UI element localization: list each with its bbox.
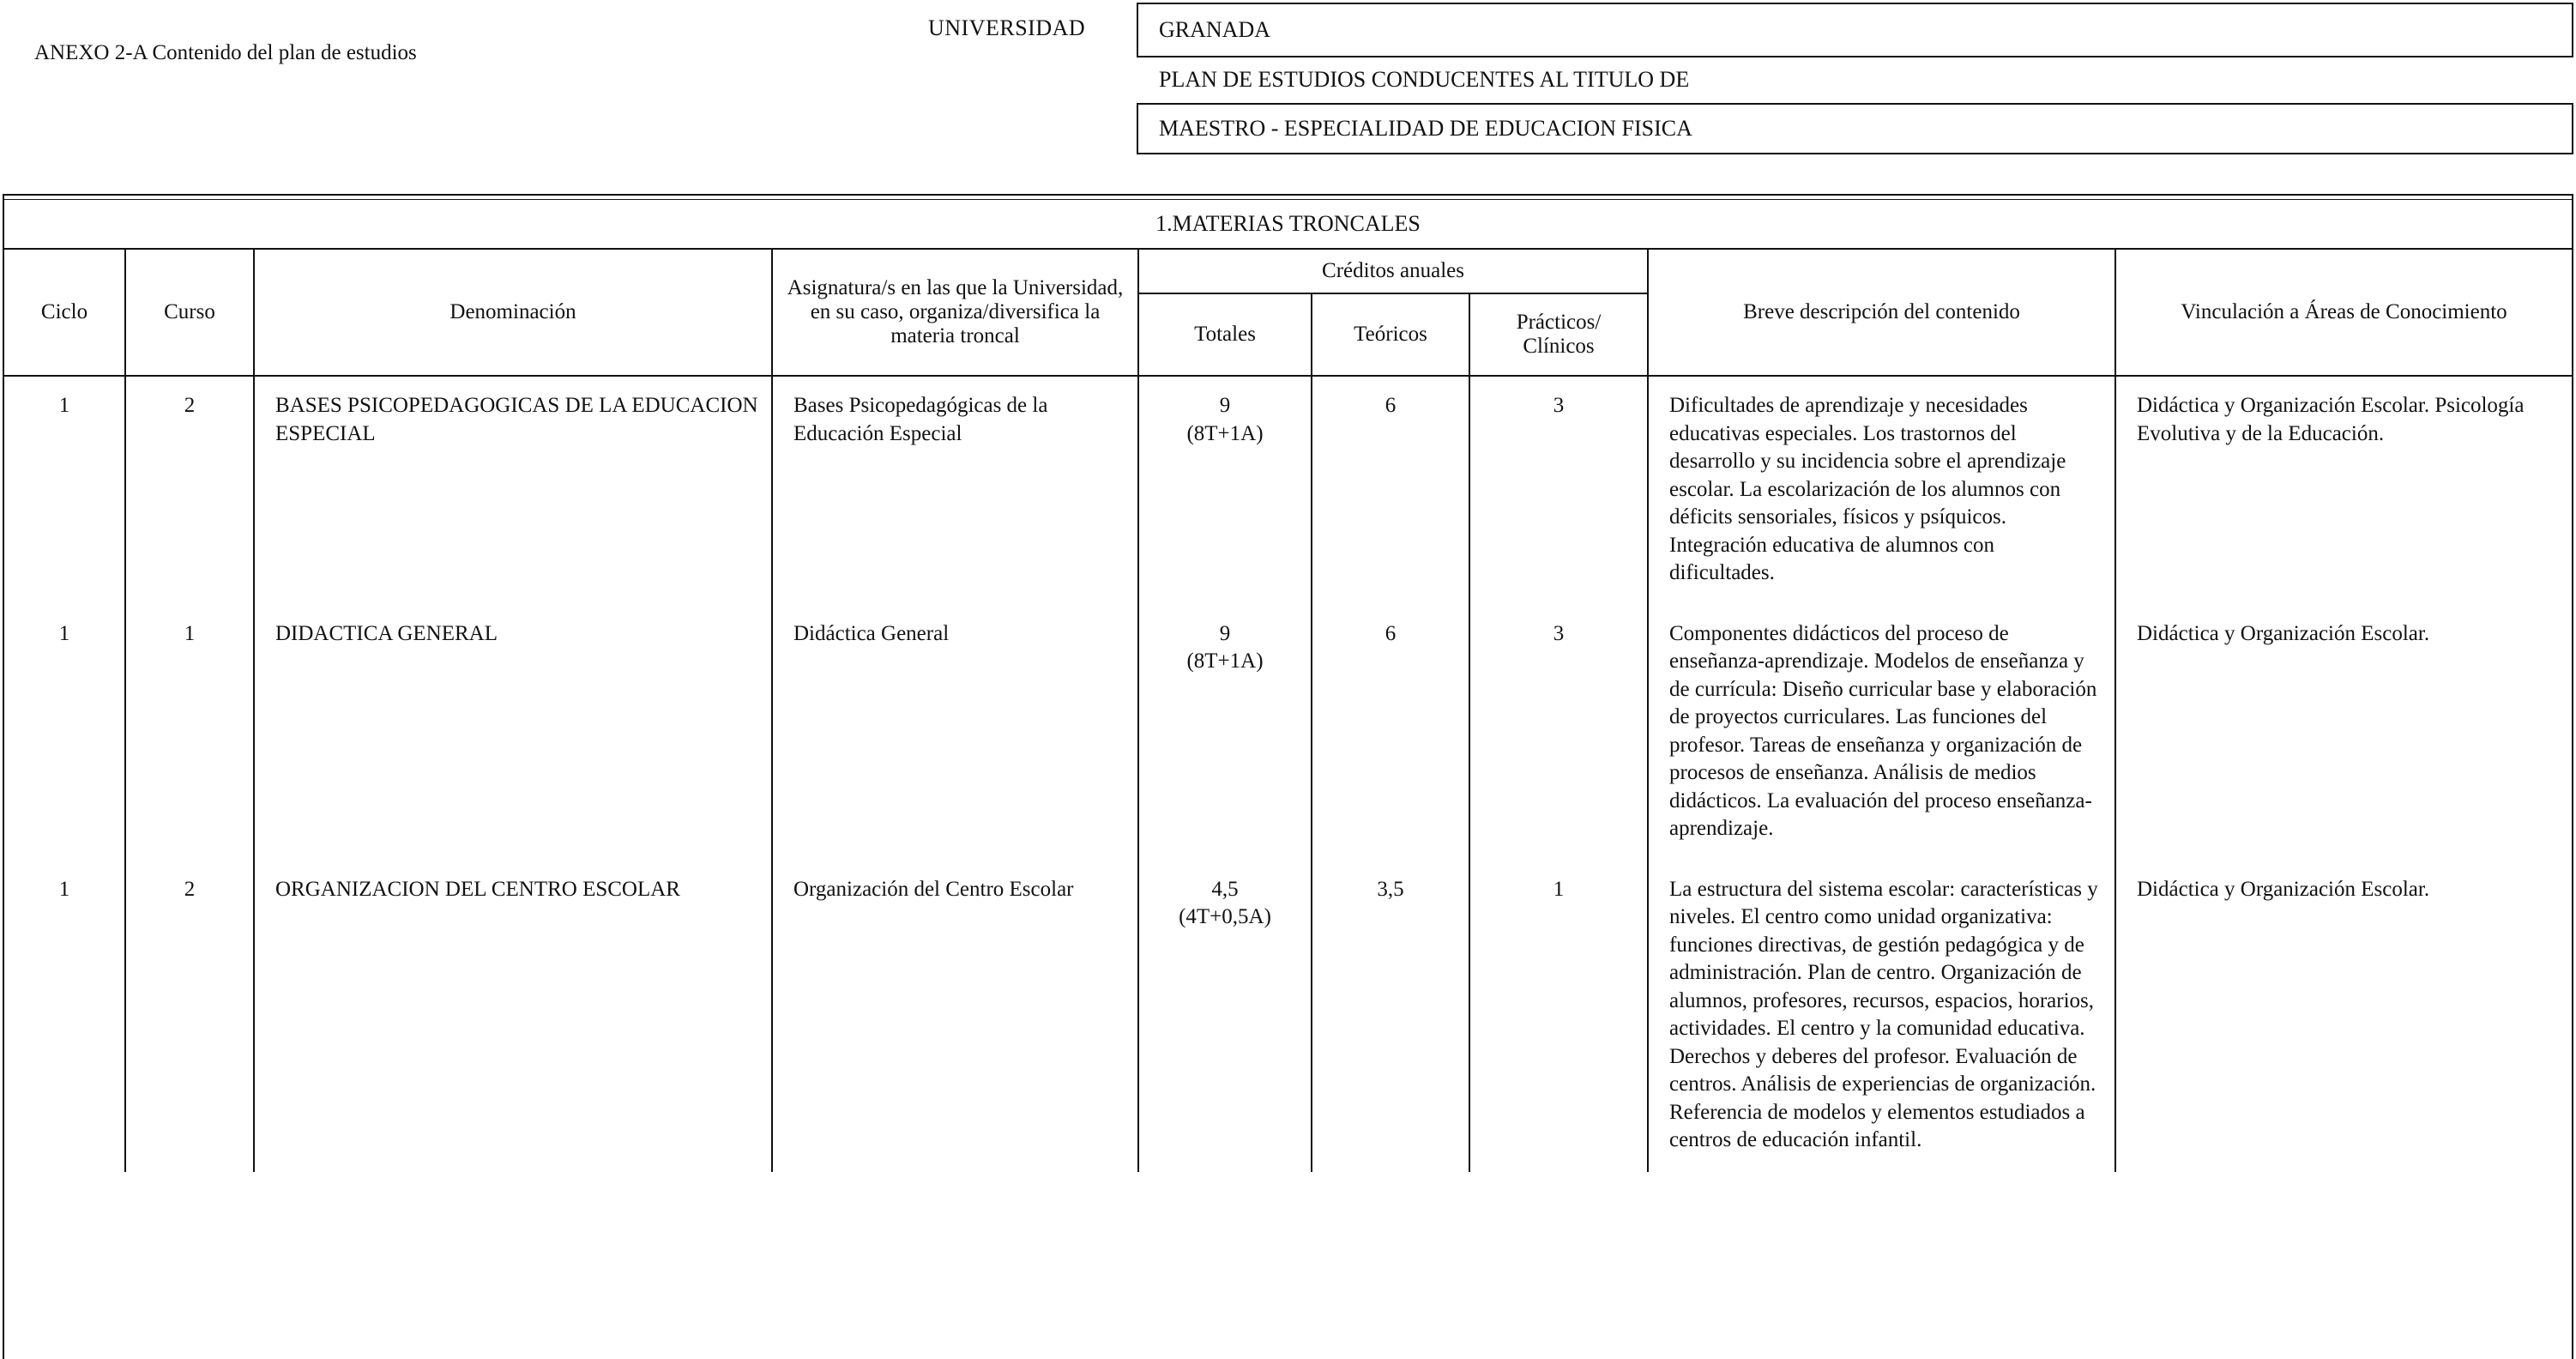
cell-denominacion: ORGANIZACION DEL CENTRO ESCOLAR <box>254 861 772 1172</box>
totales-detail: (8T+1A) <box>1186 421 1264 445</box>
totales-value: 9 <box>1219 394 1231 417</box>
cell-descripcion: Dificultades de aprendizaje y necesidades educativas especiales. Los trastornos del desarrollo y su incidencia sobre el aprendizaje escolar. La escolarización de los alumnos con déficits sensoriales, físicos y psíquicos. Integración educativa de alumnos con dificultades. <box>1648 376 2115 605</box>
table-row <box>4 376 2572 605</box>
cell-asignatura: Didáctica General <box>772 605 1138 861</box>
column-header-ciclo: Ciclo <box>4 249 125 376</box>
cell-practicos: 3 <box>1469 376 1648 605</box>
totales-value: 9 <box>1219 621 1231 645</box>
cell-vinculacion: Didáctica y Organización Escolar. <box>2115 605 2572 861</box>
cell-descripcion: La estructura del sistema escolar: características y niveles. El centro como unidad organizativa: funciones directivas, de gestión pedagógica y de administración. Plan de centro. Organización de alumnos, profesores, recursos, espacios, horarios, actividades. El centro y la comunidad educativa. Derechos y deberes del profesor. Evaluación de centros. Análisis de experiencias de organización. Referencia de modelos y elementos estudiados a centros de educación infantil. <box>1648 861 2115 1172</box>
plan-label: PLAN DE ESTUDIOS CONDUCENTES AL TITULO DE <box>1159 67 1690 92</box>
cell-ciclo: 1 <box>4 861 125 1172</box>
cell-descripcion: Componentes didácticos del proceso de enseñanza-aprendizaje. Modelos de enseñanza y de currícula: Diseño curricular base y elaboración de proyectos curriculares. Las funciones del profesor. Tareas de enseñanza y organización de procesos de enseñanza. Análisis de medios didácticos. La evaluación del proceso enseñanza-aprendizaje. <box>1648 605 2115 861</box>
cell-denominacion: BASES PSICOPEDAGOGICAS DE LA EDUCACION ESPECIAL <box>254 376 772 605</box>
cell-curso: 2 <box>125 376 254 605</box>
cell-curso: 1 <box>125 605 254 861</box>
cell-totales <box>1138 605 1312 861</box>
titulo-field <box>1137 103 2573 154</box>
universidad-label: UNIVERSIDAD <box>928 15 1086 40</box>
column-header-creditos: Créditos anuales <box>1138 249 1648 293</box>
cell-curso: 2 <box>125 861 254 1172</box>
cell-vinculacion: Didáctica y Organización Escolar. Psicología Evolutiva y de la Educación. <box>2115 376 2572 605</box>
column-header-teoricos: Teóricos <box>1312 293 1469 376</box>
cell-denominacion: DIDACTICA GENERAL <box>254 605 772 861</box>
cell-ciclo: 1 <box>4 605 125 861</box>
cell-practicos: 1 <box>1469 861 1648 1172</box>
cell-teoricos: 3,5 <box>1312 861 1469 1172</box>
totales-detail: (4T+0,5A) <box>1179 905 1271 928</box>
universidad-field <box>1137 3 2573 57</box>
annex-title: ANEXO 2-A Contenido del plan de estudios <box>34 41 417 64</box>
column-header-practicos: Prácticos/ Clínicos <box>1469 293 1648 376</box>
cell-totales <box>1138 861 1312 1172</box>
cell-vinculacion: Didáctica y Organización Escolar. <box>2115 861 2572 1172</box>
table-row <box>4 861 2572 1172</box>
cell-teoricos: 6 <box>1312 605 1469 861</box>
titulo-value: MAESTRO - ESPECIALIDAD DE EDUCACION FISICA <box>1159 116 1692 141</box>
cell-ciclo: 1 <box>4 376 125 605</box>
materias-table-frame <box>3 194 2573 1359</box>
table-row <box>4 605 2572 861</box>
cell-totales <box>1138 376 1312 605</box>
cell-asignatura: Bases Psicopedagógicas de la Educación Especial <box>772 376 1138 605</box>
cell-practicos: 3 <box>1469 605 1648 861</box>
totales-value: 4,5 <box>1211 877 1239 901</box>
totales-detail: (8T+1A) <box>1186 649 1264 673</box>
section-title: 1.MATERIAS TRONCALES <box>4 196 2572 249</box>
column-header-asignatura: Asignatura/s en las que la Universidad, en su caso, organiza/diversifica la materia troncal <box>772 249 1138 376</box>
column-header-denominacion: Denominación <box>254 249 772 376</box>
column-header-descripcion: Breve descripción del contenido <box>1648 249 2115 376</box>
cell-asignatura: Organización del Centro Escolar <box>772 861 1138 1172</box>
column-header-curso: Curso <box>125 249 254 376</box>
column-header-vinculacion: Vinculación a Áreas de Conocimiento <box>2115 249 2572 376</box>
universidad-value: GRANADA <box>1159 17 1270 42</box>
materias-table <box>4 196 2572 1172</box>
column-header-totales: Totales <box>1138 293 1312 376</box>
cell-teoricos: 6 <box>1312 376 1469 605</box>
